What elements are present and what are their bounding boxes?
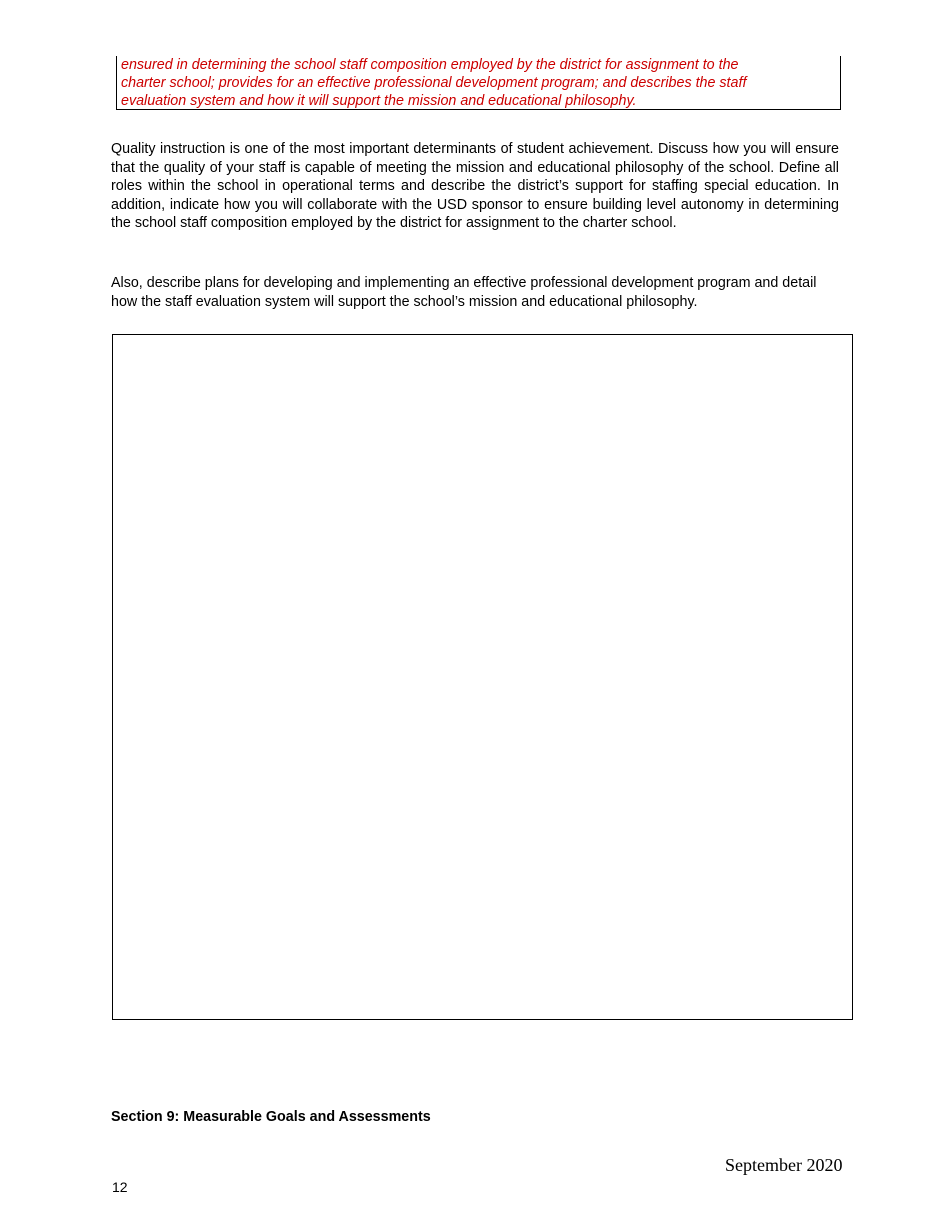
prompt-paragraph: Also, describe plans for developing and implementing an effective professional development program and detail how the staff evaluation system will support the school’s mission and educational philosophy.: [111, 275, 817, 310]
instruction-line: evaluation system and how it will support the mission and educational philosophy.: [121, 93, 637, 109]
instruction-line: charter school; provides for an effective professional development program; and describes the staff: [121, 75, 747, 91]
section-heading: Section 9: Measurable Goals and Assessments: [111, 1109, 431, 1125]
instructions-box: [116, 56, 841, 110]
prompt-paragraph: Quality instruction is one of the most important determinants of student achievement. Discuss how you will ensure that the quality of your staff is capable of meeting the mission and educational philosophy of the school. Define all roles within the school in operational terms and describe the district’s support for staffing special education. In addition, indicate how you will collaborate with the USD sponsor to ensure building level autonomy in determining the school staff composition employed by the district for assignment to the charter school.: [111, 141, 839, 232]
page-number: 12: [112, 1179, 128, 1195]
instruction-line: ensured in determining the school staff composition employed by the district for assignment to the: [121, 57, 739, 73]
footer-date: September 2020: [725, 1155, 843, 1175]
response-text-box[interactable]: [112, 334, 853, 1020]
